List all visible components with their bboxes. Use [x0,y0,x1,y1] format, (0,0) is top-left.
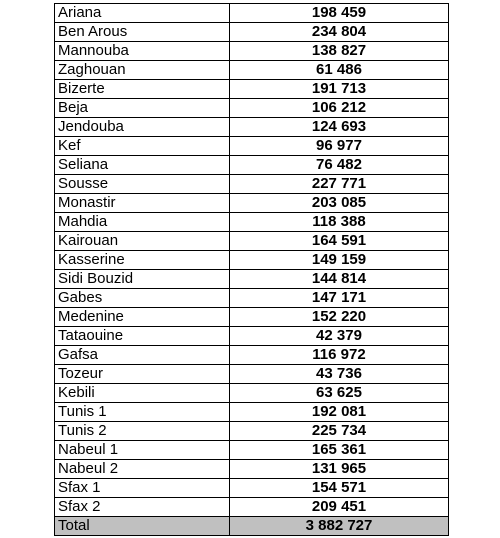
table-row [55,308,449,327]
region-name-cell: Tunis 1 [55,403,230,422]
region-name-cell: Mannouba [55,42,230,61]
table-row [55,175,449,194]
region-value-cell: 149 159 [230,251,449,270]
region-value-cell: 191 713 [230,80,449,99]
region-name-cell: Sfax 2 [55,498,230,517]
table-row [55,270,449,289]
region-name-cell: Tataouine [55,327,230,346]
table-body [55,4,449,536]
region-name-cell: Tozeur [55,365,230,384]
region-value-cell: 164 591 [230,232,449,251]
region-name-cell: Zaghouan [55,61,230,80]
region-name-cell: Sfax 1 [55,479,230,498]
table-row [55,422,449,441]
region-value-cell: 118 388 [230,213,449,232]
table-row [55,137,449,156]
region-name-cell: Tunis 2 [55,422,230,441]
table-row [55,156,449,175]
region-name-cell: Ben Arous [55,23,230,42]
region-value-cell: 198 459 [230,4,449,23]
region-value-cell: 147 171 [230,289,449,308]
region-value-cell: 61 486 [230,61,449,80]
table-row [55,498,449,517]
table-row [55,99,449,118]
region-name-cell: Medenine [55,308,230,327]
total-value-cell: 3 882 727 [230,517,449,536]
table-row [55,42,449,61]
total-label-cell: Total [55,517,230,536]
region-value-cell: 96 977 [230,137,449,156]
region-value-cell: 192 081 [230,403,449,422]
region-value-cell: 165 361 [230,441,449,460]
region-name-cell: Nabeul 2 [55,460,230,479]
region-value-cell: 131 965 [230,460,449,479]
table-row [55,384,449,403]
region-name-cell: Kasserine [55,251,230,270]
table-row [55,213,449,232]
table-row [55,61,449,80]
table-row [55,460,449,479]
region-value-cell: 124 693 [230,118,449,137]
region-name-cell: Ariana [55,4,230,23]
region-value-cell: 106 212 [230,99,449,118]
region-value-cell: 138 827 [230,42,449,61]
region-value-cell: 203 085 [230,194,449,213]
region-value-cell: 42 379 [230,327,449,346]
results-table [54,3,449,536]
table-row [55,118,449,137]
region-name-cell: Jendouba [55,118,230,137]
region-name-cell: Kairouan [55,232,230,251]
table-row [55,327,449,346]
region-name-cell: Kebili [55,384,230,403]
table-row [55,23,449,42]
region-value-cell: 43 736 [230,365,449,384]
table-row [55,194,449,213]
table-row [55,441,449,460]
region-name-cell: Seliana [55,156,230,175]
region-name-cell: Beja [55,99,230,118]
table-row [55,479,449,498]
table-row [55,251,449,270]
region-name-cell: Monastir [55,194,230,213]
table-row [55,80,449,99]
region-value-cell: 227 771 [230,175,449,194]
table-row [55,346,449,365]
region-name-cell: Sousse [55,175,230,194]
region-value-cell: 63 625 [230,384,449,403]
table-row [55,4,449,23]
region-value-cell: 225 734 [230,422,449,441]
region-name-cell: Nabeul 1 [55,441,230,460]
table-row [55,289,449,308]
table-row [55,403,449,422]
region-value-cell: 234 804 [230,23,449,42]
region-value-cell: 152 220 [230,308,449,327]
region-value-cell: 144 814 [230,270,449,289]
region-name-cell: Sidi Bouzid [55,270,230,289]
region-value-cell: 209 451 [230,498,449,517]
region-name-cell: Bizerte [55,80,230,99]
region-name-cell: Gafsa [55,346,230,365]
region-value-cell: 154 571 [230,479,449,498]
table-row [55,232,449,251]
region-name-cell: Gabes [55,289,230,308]
total-row [55,517,449,536]
table-row [55,365,449,384]
region-value-cell: 116 972 [230,346,449,365]
region-value-cell: 76 482 [230,156,449,175]
region-name-cell: Mahdia [55,213,230,232]
region-name-cell: Kef [55,137,230,156]
